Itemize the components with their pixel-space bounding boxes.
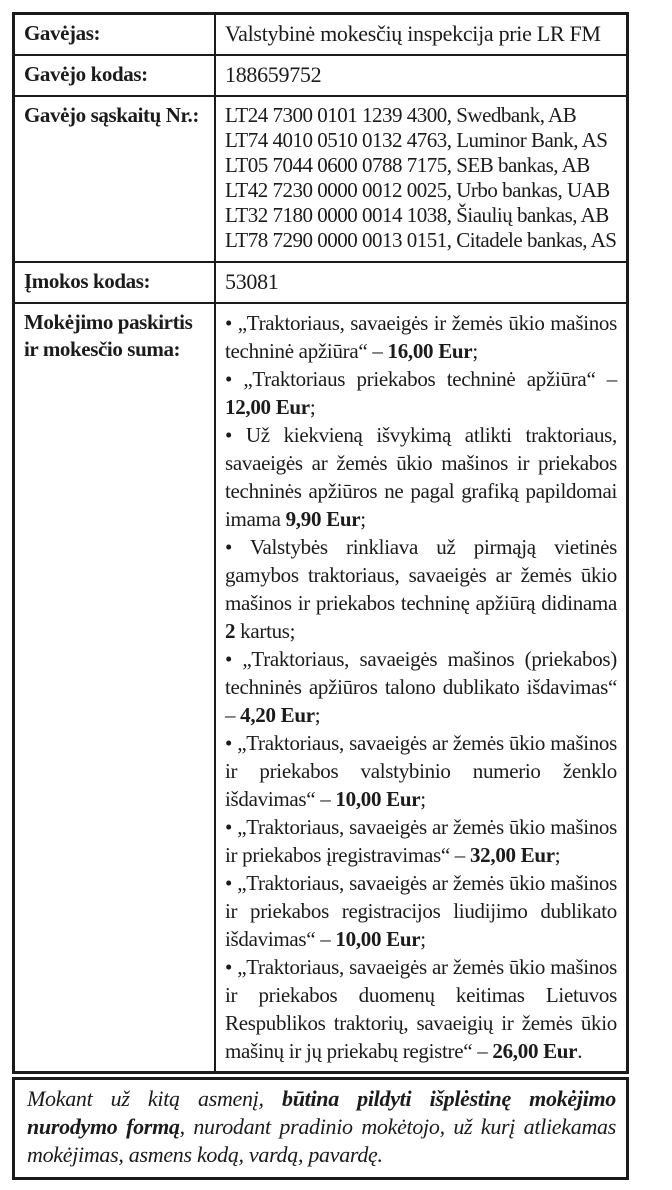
payment-purpose-item bbox=[225, 533, 617, 645]
payment-purpose-list bbox=[216, 304, 626, 1071]
amount-bold-text: 9,90 Eur bbox=[285, 507, 361, 531]
row-label-imokos-kodas: Įmokos kodas: bbox=[15, 263, 216, 302]
payment-purpose-item bbox=[225, 813, 617, 869]
amount-bold-text: būtina pildyti išplėstinę mokėjimo nurodymo formą bbox=[27, 1086, 616, 1139]
row-label-gavejas: Gavėjas: bbox=[15, 15, 216, 54]
row-label-gavejo-kodas: Gavėjo kodas: bbox=[15, 56, 216, 95]
amount-bold-text: 10,00 Eur bbox=[335, 927, 421, 951]
payment-purpose-item bbox=[225, 953, 617, 1065]
payment-purpose-item bbox=[225, 645, 617, 729]
row-value-imokos-kodas: 53081 bbox=[225, 269, 279, 294]
account-line: LT05 7044 0600 0788 7175, SEB bankas, AB bbox=[225, 153, 590, 177]
footer-note bbox=[12, 1077, 629, 1180]
body-text: • „Traktoriaus, savaeigės mašinos (priekabos) techninės apžiūros talono dublikato išdavimas“ – bbox=[225, 647, 617, 727]
body-text: • Už kiekvieną išvykimą atlikti traktoriaus, savaeigės ar žemės ūkio mašinos ir priekabos techninės apžiūros ne pagal grafiką papildomai imama bbox=[225, 423, 617, 531]
table-row-saskaitu-nr bbox=[15, 95, 626, 261]
row-value-gavejas: Valstybinė mokesčių inspekcija prie LR FM bbox=[225, 21, 601, 46]
payment-purpose-item bbox=[225, 421, 617, 533]
account-line: LT24 7300 0101 1239 4300, Swedbank, AB bbox=[225, 103, 577, 127]
amount-bold-text: 26,00 Eur bbox=[492, 1039, 578, 1063]
row-value-gavejo-kodas: 188659752 bbox=[225, 62, 322, 87]
body-text: Mokant už kitą asmenį, bbox=[27, 1086, 282, 1111]
body-text: • „Traktoriaus, savaeigės ar žemės ūkio mašinos ir priekabos registracijos liudijimo dublikato išdavimas“ – bbox=[225, 871, 617, 951]
account-line: LT32 7180 0000 0014 1038, Šiaulių bankas, AB bbox=[225, 203, 609, 227]
account-line: LT78 7290 0000 0013 0151, Citadele bankas, AS bbox=[225, 228, 617, 252]
body-text: ; bbox=[360, 507, 366, 531]
body-text: • Valstybės rinkliava už pirmąją vietinės gamybos traktoriaus, savaeigės ar žemės ūkio mašinos ir priekabos techninę apžiūrą didinama bbox=[225, 535, 617, 615]
row-label-mokejimo-paskirtis: Mokėjimo paskirtis ir mokesčio suma: bbox=[15, 304, 216, 1071]
body-text: • „Traktoriaus, savaeigės ar žemės ūkio mašinos ir priekabos duomenų keitimas Lietuvos Respublikos traktorių, savaeigių ir žemės ūkio mašinų ir jų priekabų registre“ – bbox=[225, 955, 617, 1063]
amount-bold-text: 16,00 Eur bbox=[387, 339, 473, 363]
body-text: ; bbox=[314, 703, 321, 727]
amount-bold-text: 32,00 Eur bbox=[469, 843, 555, 867]
body-text: ; bbox=[420, 787, 426, 811]
body-text: • „Traktoriaus, savaeigės ir žemės ūkio mašinos techninė apžiūra“ – bbox=[225, 311, 617, 363]
body-text: ; bbox=[554, 843, 561, 867]
body-text: • „Traktoriaus, savaeigės ar žemės ūkio mašinos ir priekabos įregistravimas“ – bbox=[225, 815, 617, 867]
payment-purpose-item bbox=[225, 309, 617, 365]
table-row-gavejas bbox=[15, 15, 626, 54]
account-line: LT74 4010 0510 0132 4763, Luminor Bank, AS bbox=[225, 128, 608, 152]
payment-details-table bbox=[12, 12, 629, 1074]
body-text: • „Traktoriaus priekabos techninė apžiūra“ – bbox=[225, 367, 617, 391]
payment-purpose-item bbox=[225, 365, 617, 421]
footer-note-text bbox=[27, 1086, 616, 1167]
body-text: kartus; bbox=[235, 619, 296, 643]
amount-bold-text: 10,00 Eur bbox=[335, 787, 421, 811]
body-text: • „Traktoriaus, savaeigės ar žemės ūkio mašinos ir priekabos valstybinio numerio ženklo išdavimas“ – bbox=[225, 731, 617, 811]
row-label-saskaitu-nr: Gavėjo sąskaitų Nr.: bbox=[15, 97, 216, 261]
table-row-mokejimo-paskirtis bbox=[15, 302, 626, 1071]
amount-bold-text: 12,00 Eur bbox=[225, 395, 310, 419]
account-line: LT42 7230 0000 0012 0025, Urbo bankas, UAB bbox=[225, 178, 610, 202]
body-text: ; bbox=[420, 927, 426, 951]
body-text: . bbox=[577, 1039, 583, 1063]
amount-bold-text: 2 bbox=[225, 619, 236, 643]
body-text: , nurodant pradinio mokėtojo, už kurį atliekamas mokėjimas, asmens kodą, vardą, pavardę. bbox=[27, 1114, 616, 1167]
account-list bbox=[216, 97, 626, 261]
body-text: ; bbox=[472, 339, 478, 363]
payment-purpose-item bbox=[225, 729, 617, 813]
table-row-gavejo-kodas bbox=[15, 54, 626, 95]
body-text: ; bbox=[309, 395, 316, 419]
table-row-imokos-kodas bbox=[15, 261, 626, 302]
payment-purpose-item bbox=[225, 869, 617, 953]
amount-bold-text: 4,20 Eur bbox=[240, 703, 315, 727]
